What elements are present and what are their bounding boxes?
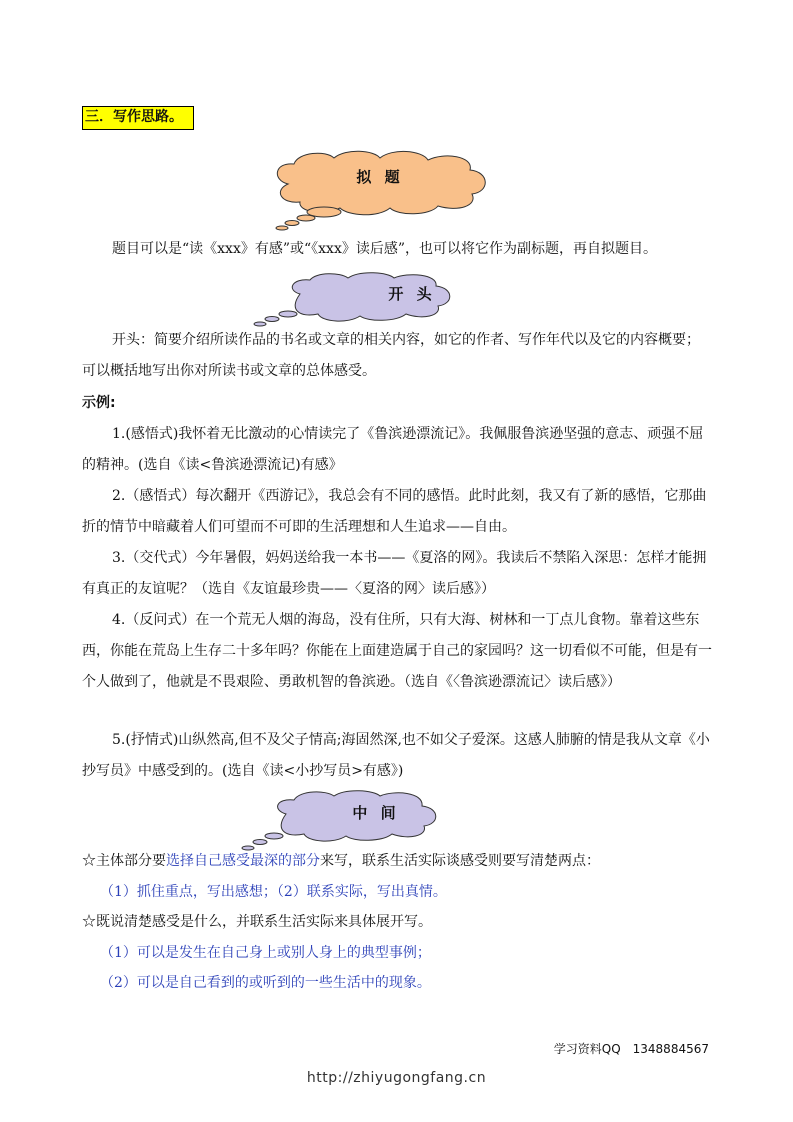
footer-qq: 学习资料QQ 1348884567 xyxy=(553,1042,709,1056)
kaitou-paragraph: 开头：简要介绍所读作品的书名或文章的相关内容，如它的作者、写作年代以及它的内容概要；可以概括地写出你对所读书或文章的总体感受。 xyxy=(82,332,700,379)
cloud-niti-label: 拟 题 xyxy=(356,168,404,186)
cloud-zhongjian-label: 中 间 xyxy=(352,804,400,822)
example-item-2: 2.（感悟式）每次翻开《西游记》，我总会有不同的感悟。此时此刻，我又有了新的感悟，它那曲折的情节中暗藏着人们可望而不可即的生活理想和人生追求——自由。 xyxy=(82,488,707,535)
middle-line-3: ☆既说清楚感受是什么，并联系生活实际来具体展开写。 xyxy=(82,914,432,930)
middle-line-4: （1）可以是发生在自己身上或别人身上的典型事例； xyxy=(100,945,431,961)
middle-line-5: （2）可以是自己看到的或听到的一些生活中的现象。 xyxy=(100,975,431,991)
example-item-1: 1.(感悟式)我怀着无比激动的心情读完了《鲁滨逊漂流记》。我佩服鲁滨逊坚强的意志、顽强不屈的精神。(选自《读<鲁滨逊漂流记)有感》 xyxy=(82,426,704,473)
examples-heading: 示例: xyxy=(82,395,116,411)
footer-url: http://zhiyugongfang.cn xyxy=(306,1070,487,1086)
niti-paragraph: 题目可以是“读《xxx》有感”或“《xxx》读后感”，也可以将它作为副标题，再自拟题目。 xyxy=(112,241,657,257)
middle-line-1-suffix: 来写，联系生活实际谈感受则要写清楚两点： xyxy=(320,853,600,869)
example-item-4: 4.（反问式）在一个荒无人烟的海岛，没有住所，只有大海、树林和一丁点儿食物。靠着这些东西，你能在荒岛上生存二十多年吗？你能在上面建造属于自己的家园吗？这一切看似不可能，但是有一个人做到了，他就是不畏艰险、勇敢机智的鲁滨逊。（选自《〈鲁滨逊漂流记〉读后感》） xyxy=(82,612,712,690)
cloud-niti-shape xyxy=(268,150,493,232)
middle-line-1-highlight: 选择自己感受最深的部分 xyxy=(166,853,320,869)
example-item-3: 3.（交代式）今年暑假，妈妈送给我一本书——《夏洛的网》。我读后不禁陷入深思：怎样才能拥有真正的友谊呢？（选自《友谊最珍贵——〈夏洛的网〉读后感》） xyxy=(82,550,707,597)
middle-line-1-prefix: ☆主体部分要 xyxy=(82,853,166,869)
middle-line-2: （1）抓住重点，写出感想；（2）联系实际，写出真情。 xyxy=(100,884,447,900)
example-item-5: 5.(抒情式)山纵然高,但不及父子情高;海固然深,也不如父子爱深。这感人肺腑的情是我从文章《小抄写员》中感受到的。(选自《读<小抄写员>有感》) xyxy=(82,732,710,779)
section-title: 三．写作思路。 xyxy=(82,106,194,130)
cloud-kaitou-label: 开 头 xyxy=(388,285,436,303)
middle-line-1 xyxy=(82,846,712,877)
